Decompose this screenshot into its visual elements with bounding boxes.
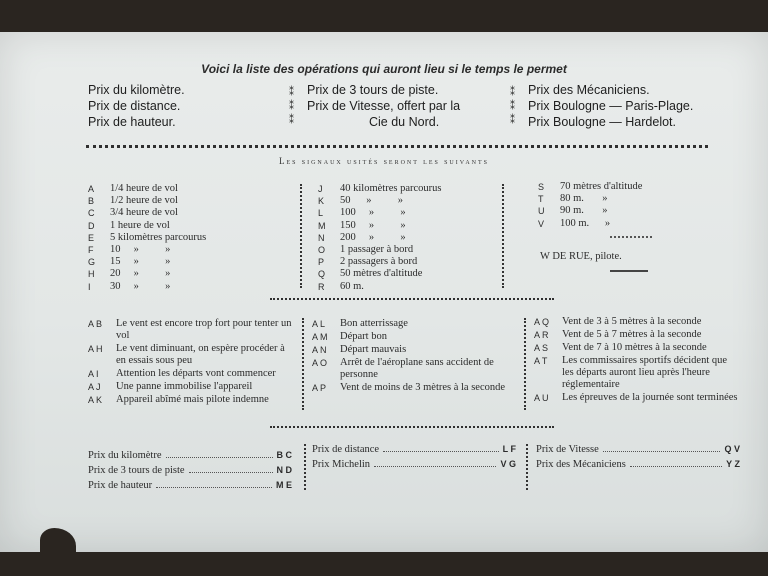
signal-pilot-line: W DE RUE, pilote. (540, 251, 622, 262)
signal-row: K 50 » » (318, 195, 403, 207)
prize-line: Prix du kilomètre. (88, 83, 185, 97)
signal-row: U 90 m. » (538, 205, 608, 217)
signal-row: O 1 passager à bord (318, 243, 414, 255)
messages-col-1 (88, 318, 296, 407)
prize-line: Prix Boulogne — Hardelot. (528, 115, 676, 129)
signal-row: S 70 mètres d'altitude (538, 181, 643, 192)
signals-col-2 (318, 183, 441, 293)
prizes-col-3 (528, 82, 693, 130)
message-item: A U Les épreuves de la journée sont terminées (534, 392, 738, 403)
signal-row: M 150 » » (318, 219, 406, 231)
message-item: A R Vent de 5 à 7 mètres à la seconde (534, 329, 702, 340)
column-divider (300, 184, 302, 288)
intro-text: Voici la liste des opérations qui auront lieu si le temps le permet (201, 62, 567, 76)
codes-col-2 (312, 442, 516, 472)
message-item: A H Le vent diminuant, on espère procéder à en essais sous peu (88, 343, 285, 366)
signal-row: G 15 » » (88, 256, 171, 268)
message-item: A J Une panne immobilise l'appareil (88, 381, 253, 392)
code-row: Prix de 3 tours de piste N D (88, 465, 292, 476)
code-row: Prix des Mécaniciens Y Z (536, 459, 740, 470)
message-item: A S Vent de 7 à 10 mètres à la seconde (534, 342, 707, 353)
signal-row: T 80 m. » (538, 193, 608, 205)
signals-heading: Les signaux usités seront les suivants (279, 156, 489, 166)
codes-col-3 (536, 442, 740, 472)
column-divider (302, 318, 304, 410)
codes-col-1 (88, 448, 292, 493)
dotted-separator (270, 426, 554, 428)
column-divider (304, 444, 306, 490)
message-item: A N Départ mauvais (312, 344, 407, 355)
ornament-squiggle (610, 236, 652, 238)
ornament-squiggle (610, 270, 648, 272)
prize-line: Prix de distance. (88, 99, 181, 113)
signal-row: H 20 » » (88, 268, 171, 280)
prizes-col-1 (88, 82, 185, 130)
signal-row: Q 50 mètres d'altitude (318, 268, 423, 280)
signal-row: J 40 kilomètres parcourus (318, 183, 442, 194)
messages-col-3 (534, 316, 740, 405)
message-item: A B Le vent est encore trop fort pour tenter un vol (88, 318, 292, 341)
dotted-separator (86, 145, 708, 148)
messages-col-2 (312, 318, 518, 395)
message-item: A T Les commissaires sportifs décident que les départs auront lieu après l'heure réglementaire (534, 355, 728, 390)
column-divider (526, 444, 528, 490)
signal-row: V 100 m. » (538, 217, 611, 229)
message-item: A M Départ bon (312, 331, 387, 342)
signal-row: F 10 » » (88, 243, 171, 255)
ornament-divider: ⁑ ⁑ ⁑ (289, 87, 294, 126)
dotted-separator (270, 298, 554, 300)
prize-line: Prix de 3 tours de piste. (307, 83, 439, 97)
prize-line: Prix de hauteur. (88, 115, 176, 129)
signal-row: C 3/4 heure de vol (88, 207, 178, 219)
code-row: Prix du kilomètre B C (88, 450, 292, 461)
signal-row: N 200 » » (318, 231, 406, 243)
ornament-divider: ⁑ ⁑ ⁑ (510, 87, 515, 126)
prizes-col-2 (307, 82, 460, 130)
signal-row: P 2 passagers à bord (318, 256, 418, 268)
message-item: A P Vent de moins de 3 mètres à la seconde (312, 382, 506, 393)
prize-line: Prix des Mécaniciens. (528, 83, 650, 97)
signal-row: R 60 m. (318, 280, 364, 292)
column-divider (502, 184, 504, 288)
signal-row: L 100 » » (318, 207, 406, 219)
prize-line: Cie du Nord. (369, 115, 440, 129)
message-item: A O Arrêt de l'aéroplane sans accident de personne (312, 357, 494, 380)
message-item: A I Attention les départs vont commencer (88, 368, 276, 379)
message-item: A K Appareil abîmé mais pilote indemne (88, 394, 269, 405)
code-row: Prix Michelin V G (312, 459, 516, 470)
signals-col-1 (88, 183, 206, 293)
message-item: A L Bon atterrissage (312, 318, 408, 329)
signal-row: E 5 kilomètres parcourus (88, 231, 207, 243)
message-item: A Q Vent de 3 à 5 mètres à la seconde (534, 316, 702, 327)
column-divider (524, 318, 526, 410)
signal-row: A 1/4 heure de vol (88, 183, 178, 194)
prize-line: Prix Boulogne — Paris-Plage. (528, 99, 694, 113)
signal-row: B 1/2 heure de vol (88, 195, 178, 207)
code-row: Prix de hauteur M E (88, 480, 292, 491)
code-row: Prix de distance L F (312, 444, 516, 455)
signal-row: D 1 heure de vol (88, 219, 170, 231)
signals-col-3 (538, 181, 642, 230)
code-row: Prix de Vitesse Q V (536, 444, 740, 455)
signal-row: I 30 » » (88, 280, 171, 292)
prize-line: Prix de Vitesse, offert par la (307, 99, 461, 113)
